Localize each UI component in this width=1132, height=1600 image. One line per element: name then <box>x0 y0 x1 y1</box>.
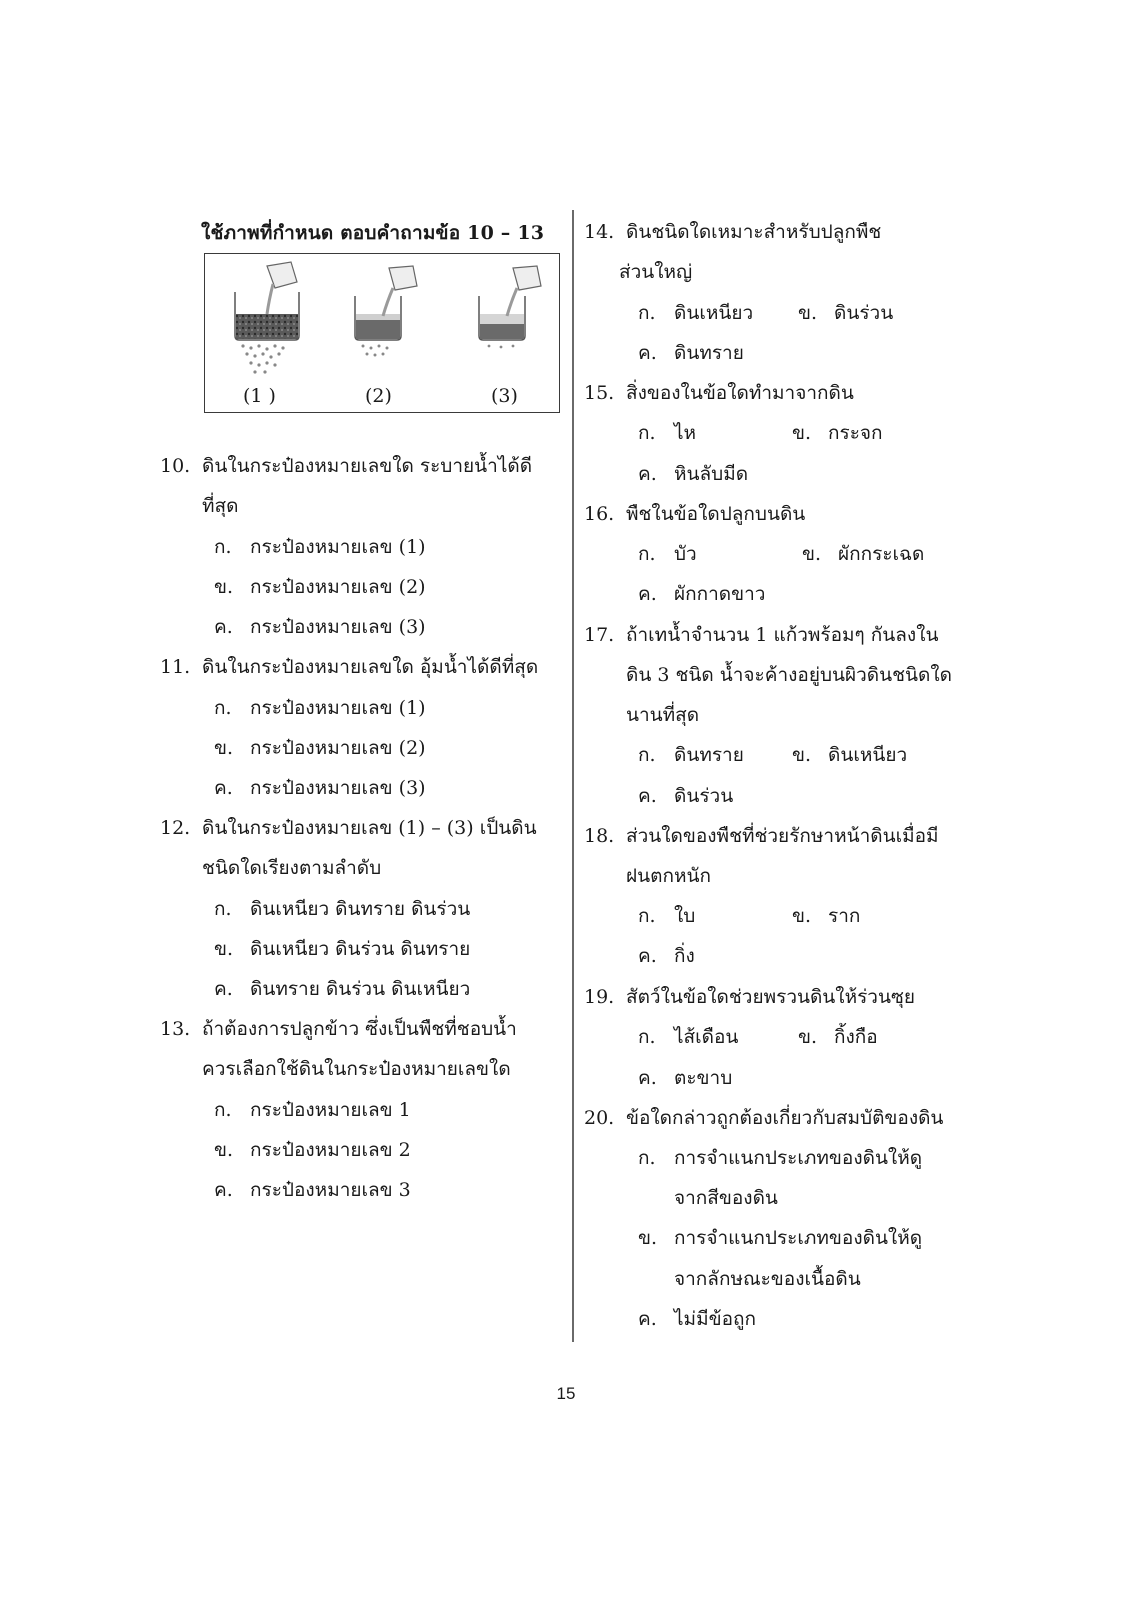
beaker-2-icon <box>355 266 417 357</box>
option-15-a: ก. ไห <box>638 422 697 444</box>
question-stem-line: ฝนตกหนัก <box>626 865 711 887</box>
page-number: 15 <box>556 1384 576 1403</box>
option-18-b: ข. ราก <box>792 905 861 927</box>
option-14-b: ข. ดินร่วน <box>798 302 894 324</box>
option-20-a-cont: จากสีของดิน <box>674 1187 778 1209</box>
figure-label-1: (1 ) <box>243 385 276 407</box>
option-20-b-cont: จากลักษณะของเนื้อดิน <box>674 1268 861 1290</box>
question-stem-line: พืชในข้อใดปลูกบนดิน <box>626 503 806 525</box>
question-number: 10. <box>160 455 191 477</box>
option-17-b: ข. ดินเหนียว <box>792 744 908 766</box>
question-stem-line: ดินในกระป๋องหมายเลขใด อุ้มน้ำได้ดีที่สุด <box>202 656 539 678</box>
question-stem-line: ควรเลือกใช้ดินในกระป๋องหมายเลขใด <box>202 1058 511 1080</box>
option-15-b: ข. กระจก <box>792 422 883 444</box>
question-stem-line: สัตว์ในข้อใดช่วยพรวนดินให้ร่วนซุย <box>626 986 915 1008</box>
option-14-c: ค. ดินทราย <box>638 342 744 364</box>
option-16-c: ค. ผักกาดขาว <box>638 583 766 605</box>
option-12-b: ข. ดินเหนียว ดินร่วน ดินทราย <box>214 938 471 960</box>
question-number: 13. <box>160 1018 191 1040</box>
question-number: 11. <box>160 656 191 678</box>
question-stem-line: ชนิดใดเรียงตามลำดับ <box>202 857 382 879</box>
option-13-c: ค. กระป๋องหมายเลข 3 <box>214 1179 411 1201</box>
option-10-c: ค. กระป๋องหมายเลข (3) <box>214 616 426 638</box>
beaker-figure <box>204 253 560 413</box>
question-number: 18. <box>584 825 615 847</box>
question-stem-line: ส่วนใหญ่ <box>619 261 693 283</box>
question-number: 15. <box>584 382 615 404</box>
option-18-a: ก. ใบ <box>638 905 696 927</box>
section-heading: ใช้ภาพที่กำหนด ตอบคำถามข้อ 10 – 13 <box>201 222 545 244</box>
question-stem-line: ที่สุด <box>202 495 239 517</box>
option-16-a: ก. บัว <box>638 543 697 565</box>
option-14-a: ก. ดินเหนียว <box>638 302 754 324</box>
figure-label-3: (3) <box>491 385 518 407</box>
question-stem-line: ดินในกระป๋องหมายเลข (1) – (3) เป็นดิน <box>202 817 537 839</box>
question-number: 19. <box>584 986 615 1008</box>
question-stem-line: นานที่สุด <box>626 704 700 726</box>
option-15-c: ค. หินลับมีด <box>638 463 749 485</box>
option-13-b: ข. กระป๋องหมายเลข 2 <box>214 1139 411 1161</box>
beaker-1-icon <box>235 262 299 374</box>
beaker-3-icon <box>479 266 541 348</box>
option-20-b: ข. การจำแนกประเภทของดินให้ดู <box>638 1227 923 1249</box>
question-stem-line: ข้อใดกล่าวถูกต้องเกี่ยวกับสมบัติของดิน <box>626 1107 944 1129</box>
option-18-c: ค. กิ่ง <box>638 945 695 967</box>
question-stem-line: ดิน 3 ชนิด น้ำจะค้างอยู่บนผิวดินชนิดใด <box>626 664 952 686</box>
question-number: 12. <box>160 817 191 839</box>
option-12-c: ค. ดินทราย ดินร่วน ดินเหนียว <box>214 978 471 1000</box>
option-10-a: ก. กระป๋องหมายเลข (1) <box>214 536 426 558</box>
figure-label-2: (2) <box>365 385 392 407</box>
option-10-b: ข. กระป๋องหมายเลข (2) <box>214 576 426 598</box>
option-20-a: ก. การจำแนกประเภทของดินให้ดู <box>638 1147 923 1169</box>
option-11-a: ก. กระป๋องหมายเลข (1) <box>214 697 426 719</box>
question-stem-line: สิ่งของในข้อใดทำมาจากดิน <box>626 382 854 404</box>
option-11-b: ข. กระป๋องหมายเลข (2) <box>214 737 426 759</box>
question-stem-line: ส่วนใดของพืชที่ช่วยรักษาหน้าดินเมื่อมี <box>626 825 939 847</box>
option-17-c: ค. ดินร่วน <box>638 785 734 807</box>
question-stem-line: ดินชนิดใดเหมาะสำหรับปลูกพืช <box>626 221 882 243</box>
question-stem-line: ถ้าต้องการปลูกข้าว ซึ่งเป็นพืชที่ชอบน้ำ <box>202 1018 517 1040</box>
option-19-b: ข. กิ้งกือ <box>798 1026 878 1048</box>
question-stem-line: ถ้าเทน้ำจำนวน 1 แก้วพร้อมๆ กันลงใน <box>626 624 939 646</box>
question-stem-line: ดินในกระป๋องหมายเลขใด ระบายน้ำได้ดี <box>202 455 533 477</box>
question-number: 16. <box>584 503 615 525</box>
option-19-c: ค. ตะขาบ <box>638 1067 733 1089</box>
column-divider <box>572 210 574 1342</box>
option-13-a: ก. กระป๋องหมายเลข 1 <box>214 1099 411 1121</box>
question-number: 20. <box>584 1107 615 1129</box>
option-11-c: ค. กระป๋องหมายเลข (3) <box>214 777 426 799</box>
option-19-a: ก. ไส้เดือน <box>638 1026 739 1048</box>
option-17-a: ก. ดินทราย <box>638 744 744 766</box>
question-number: 14. <box>584 221 615 243</box>
option-20-c: ค. ไม่มีข้อถูก <box>638 1308 757 1330</box>
option-16-b: ข. ผักกระเฉด <box>802 543 925 565</box>
option-12-a: ก. ดินเหนียว ดินทราย ดินร่วน <box>214 898 471 920</box>
question-number: 17. <box>584 624 615 646</box>
